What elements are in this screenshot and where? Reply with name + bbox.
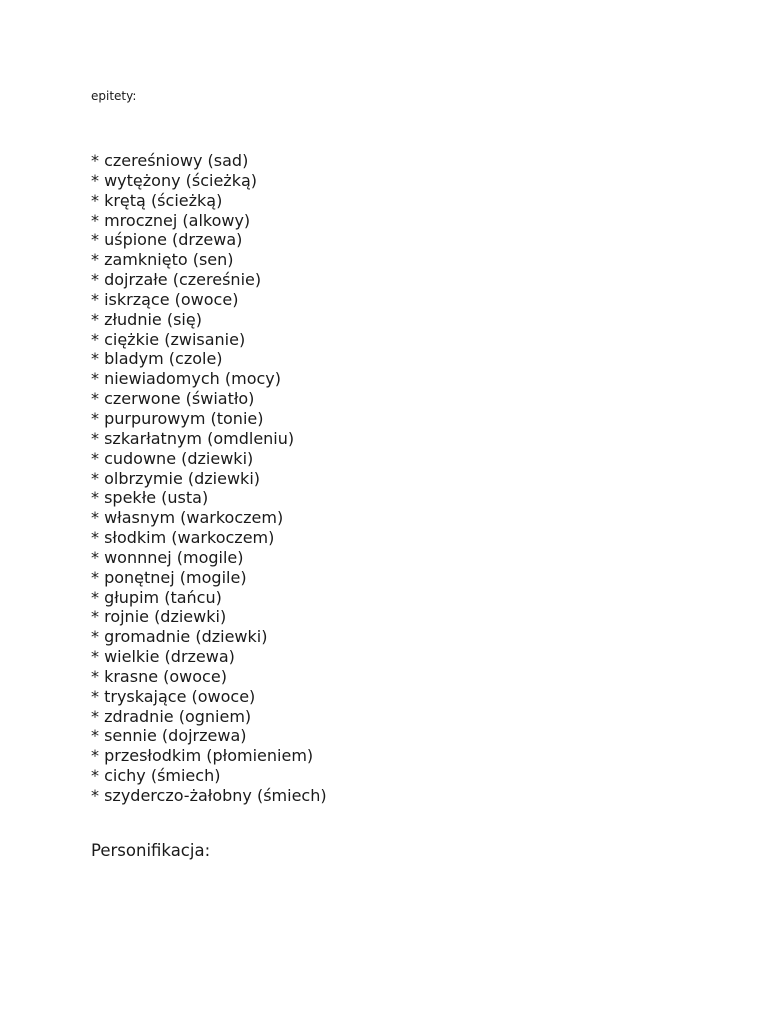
epitety-heading: epitety: [91,89,137,103]
list-item: * spekłe (usta) [91,488,209,508]
list-item: * ciężkie (zwisanie) [91,329,246,349]
epitety-list [91,151,327,806]
list-item: * krasne (owoce) [91,666,227,686]
list-item: * złudnie (się) [91,309,202,329]
list-item: * wytężony (ścieżką) [91,170,258,190]
list-item: * zamknięto (sen) [91,250,234,270]
list-item: * mrocznej (alkowy) [91,210,251,230]
list-item: * olbrzymie (dziewki) [91,468,261,488]
list-item: * słodkim (warkoczem) [91,528,275,548]
list-item: * cudowne (dziewki) [91,448,254,468]
list-item: * purpurowym (tonie) [91,408,264,428]
list-item: * własnym (warkoczem) [91,508,284,528]
personifikacja-heading: Personifikacja: [91,841,211,860]
list-item: * głupim (tańcu) [91,587,222,607]
list-item: * czerwone (światło) [91,389,255,409]
list-item: * czereśniowy (sad) [91,151,249,170]
list-item: * krętą (ścieżką) [91,190,223,210]
list-item: * szyderczo-żałobny (śmiech) [91,786,327,805]
list-item: * przesłodkim (płomieniem) [91,746,314,766]
list-item: * dojrzałe (czereśnie) [91,270,262,290]
list-item: * bladym (czole) [91,349,223,369]
list-item: * ponętnej (mogile) [91,567,247,587]
list-item: * uśpione (drzewa) [91,230,243,250]
list-item: * sennie (dojrzewa) [91,726,247,746]
list-item: * wonnnej (mogile) [91,547,244,567]
list-item: * szkarłatnym (omdleniu) [91,428,295,448]
list-item: * niewiadomych (mocy) [91,369,281,389]
list-item: * rojnie (dziewki) [91,607,227,627]
list-item: * iskrzące (owoce) [91,289,239,309]
list-item: * zdradnie (ogniem) [91,706,252,726]
list-item: * gromadnie (dziewki) [91,627,268,647]
list-item: * cichy (śmiech) [91,766,221,786]
list-item: * wielkie (drzewa) [91,647,235,667]
list-item: * tryskające (owoce) [91,686,256,706]
